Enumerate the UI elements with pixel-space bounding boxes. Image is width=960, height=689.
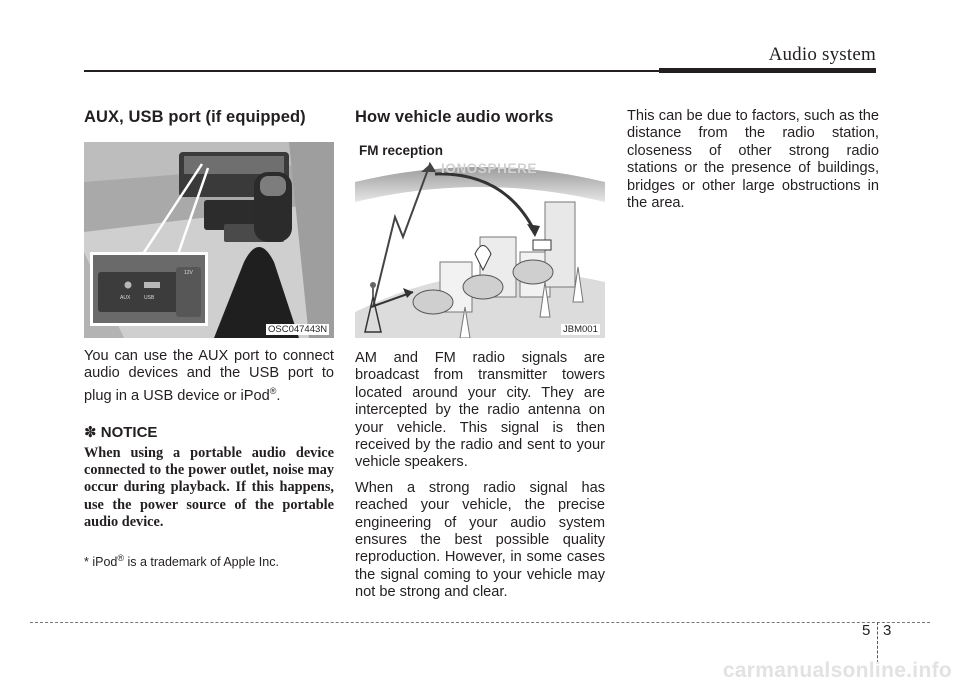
paragraph-am-fm-signals: AM and FM radio signals are broadcast from transmitter towers located around your city. They are intercepted by the radio antenna on your vehicle. This signal is then received by the radio and sent to your vehicle speakers. [355,350,605,471]
aux-usb-period: . [276,387,281,404]
notice-body: When using a portable audio device connected to the power outlet, noise may occur during playback. If this happens, use the power source of the portable audio device. [84,445,334,530]
aux-usb-paragraph [84,348,334,405]
figure-ionosphere-label: IONOSPHERE [441,161,538,176]
aux-usb-text: You can use the AUX port to connect audio devices and the USB port to plug in a USB device or iPod [84,348,334,404]
figure-label-aux: AUX [120,295,131,301]
section-heading-vehicle-audio: How vehicle audio works [355,108,554,126]
paragraph-signal-factors: This can be due to factors, such as the distance from the radio station, closeness of other strong radio stations or the presence of buildings, bridges or other large obstructions in the area. [627,108,879,212]
figure-aux-usb [84,142,334,338]
column-continued [627,108,879,212]
registered-mark: ® [269,385,277,396]
notice-label: NOTICE [100,424,158,442]
paragraph-strong-signal: When a strong radio signal has reached your vehicle, the precise engineering of your audio system ensures the best possible quality reproduction. However, in some cases the signal coming to your vehicle may not be strong and clear. [355,479,605,601]
figure-label-usb: USB [144,295,155,301]
trademark-suffix: is a trademark of Apple Inc. [124,555,279,570]
chapter-number: 5 [862,622,871,639]
notice-symbol: ✽ [84,424,97,442]
figure-title: FM reception [359,143,444,158]
figure-fm-reception [355,142,605,338]
notice-title [84,423,334,441]
header-title: Audio system [768,44,876,65]
watermark: carmanualsonline.info [722,659,952,682]
section-heading-aux-usb: AUX, USB port (if equipped) [84,108,306,126]
footer-page-divider [877,622,878,663]
figure-code: OSC047443N [268,324,328,335]
trademark-registered-mark: ® [117,553,124,564]
column-aux-usb [84,108,334,569]
aux-usb-illustration [84,142,334,338]
column-vehicle-audio [355,108,605,602]
trademark-prefix: * iPod [84,555,118,570]
header-rule-accent [659,68,876,73]
trademark-note [84,553,334,569]
footer-rule [30,622,930,623]
figure-label-12v: 12V [184,270,193,276]
page-number: 3 [883,622,892,639]
figure-code: JBM001 [563,324,598,335]
